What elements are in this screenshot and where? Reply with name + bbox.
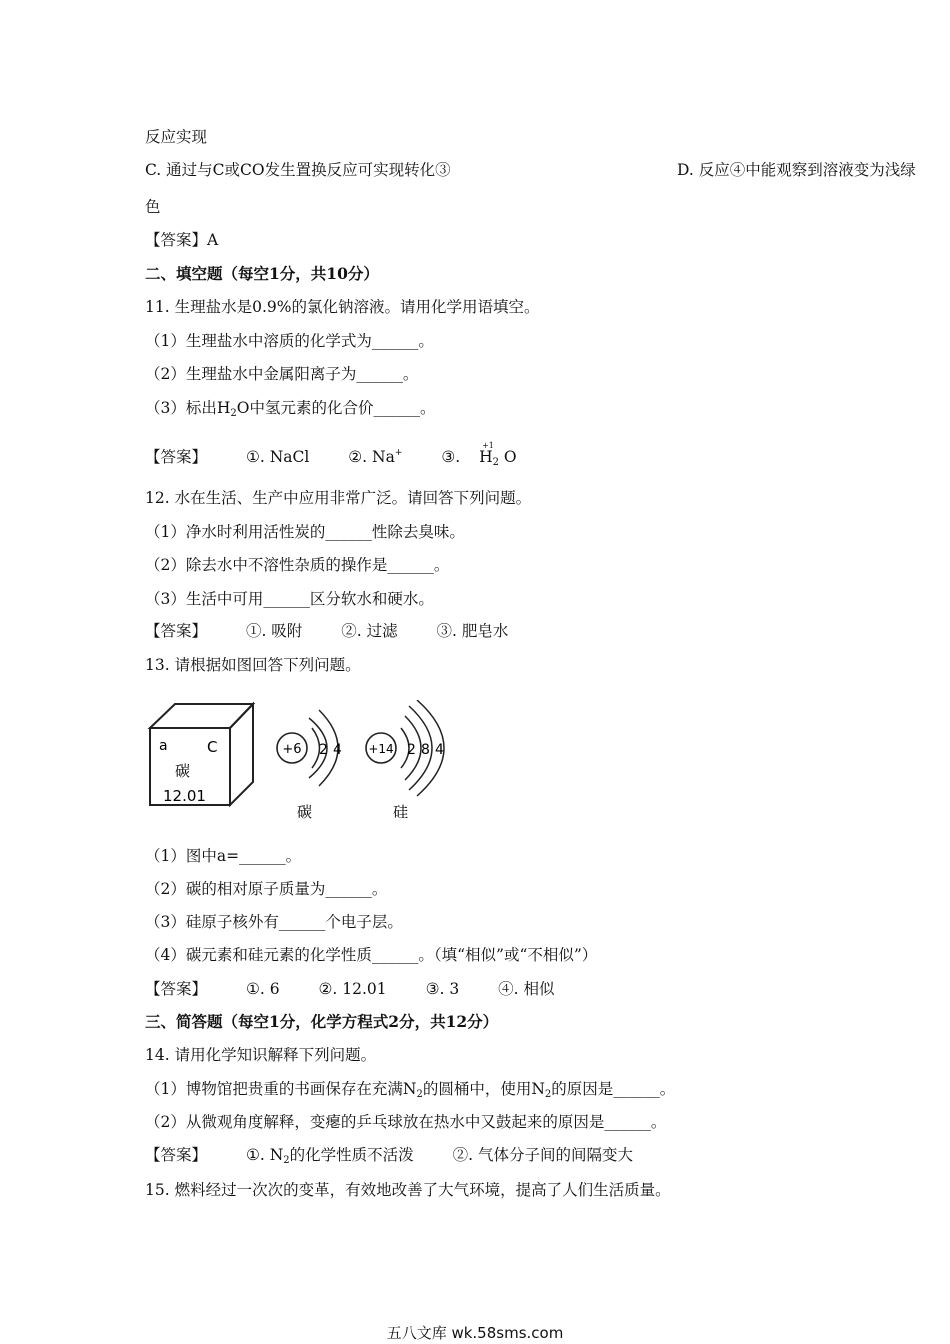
subscript: 2 xyxy=(283,1155,290,1166)
answer-item: ①. NaCl xyxy=(245,448,310,466)
text: ②. Na xyxy=(348,448,395,466)
text: 的原因是______。 xyxy=(551,1080,676,1098)
answer-item: ②. 过滤 xyxy=(341,622,398,640)
question-14-2: （2）从微观角度解释，变瘪的乒乓球放在热水中又鼓起来的原因是______。 xyxy=(145,1113,667,1131)
answer-item: ①. 6 xyxy=(245,980,280,998)
line-text: 反应实现 xyxy=(145,128,208,146)
text: 的化学性质不活泼 xyxy=(289,1146,414,1164)
carbon-nucleus-charge: +6 xyxy=(282,742,302,757)
question-11-3 xyxy=(145,398,435,424)
answer-item: ②. 气体分子间的间隔变大 xyxy=(452,1146,633,1164)
line-text: 色 xyxy=(145,198,161,216)
cube-symbol: C xyxy=(207,738,218,756)
subscript: 2 xyxy=(492,457,499,468)
silicon-shell-3: 4 xyxy=(435,742,444,758)
option-d: D. 反应④中能观察到溶液变为浅绿 xyxy=(677,161,916,179)
answer-12 xyxy=(145,621,508,641)
question-13: 13. 请根据如图回答下列问题。 xyxy=(145,656,361,674)
question-13-4: （4）碳元素和硅元素的化学性质______。（填“相似”或“不相似”） xyxy=(145,946,598,964)
silicon-nucleus-charge: +14 xyxy=(368,742,394,756)
silicon-shell-2: 8 xyxy=(421,742,430,758)
h2o-valence xyxy=(479,441,517,473)
answer-item: ②. 12.01 xyxy=(318,980,387,998)
section-title: 三、简答题（每空1分，化学方程式2分，共12分） xyxy=(145,1012,499,1031)
question-11: 11. 生理盐水是0.9%的氯化钠溶液。请用化学用语填空。 xyxy=(145,298,540,316)
answer-label: 【答案】 xyxy=(145,622,208,640)
subscript: 2 xyxy=(544,1089,552,1100)
question-13-2: （2）碳的相对原子质量为______。 xyxy=(145,880,388,898)
cube-name: 碳 xyxy=(175,762,191,780)
silicon-label: 硅 xyxy=(393,803,409,821)
question-15: 15. 燃料经过一次次的变革，有效地改善了大气环境，提高了人们生活质量。 xyxy=(145,1181,671,1199)
question-14-1 xyxy=(145,1079,675,1105)
atom-structure-figure xyxy=(145,700,465,830)
answer-line: 【答案】A xyxy=(145,231,219,249)
answer-item: ①. 吸附 xyxy=(245,622,303,640)
option-c: C. 通过与C或CO发生置换反应可实现转化③ xyxy=(145,161,451,179)
answer-item: ④. 相似 xyxy=(498,980,555,998)
text: ①. N xyxy=(245,1146,284,1164)
footer-watermark: 五八文库 wk.58sms.com xyxy=(386,1324,564,1342)
question-12-1: （1）净水时利用活性炭的______性除去臭味。 xyxy=(145,523,465,541)
text: O xyxy=(503,448,517,466)
answer-13 xyxy=(145,979,555,999)
text: H xyxy=(479,448,493,466)
cube-side xyxy=(230,704,253,805)
superscript: + xyxy=(394,448,403,458)
text: O中氢元素的化合价______。 xyxy=(236,399,436,417)
answer-item: ③. xyxy=(441,448,461,466)
question-12-3: （3）生活中可用______区分软水和硬水。 xyxy=(145,590,434,608)
answer-item: ③. 3 xyxy=(425,980,460,998)
section-title: 二、填空题（每空1分，共10分） xyxy=(145,264,379,283)
answer-item xyxy=(348,448,402,466)
cube-top xyxy=(150,704,253,728)
valence: +1 xyxy=(482,441,494,450)
cube-atomic-number: a xyxy=(159,738,168,754)
silicon-shell-1: 2 xyxy=(407,742,416,758)
answer-label: 【答案】 xyxy=(145,448,208,466)
answer-item xyxy=(246,1146,414,1164)
question-11-1: （1）生理盐水中溶质的化学式为______。 xyxy=(145,332,434,350)
question-13-1: （1）图中a=______。 xyxy=(145,847,302,865)
question-12: 12. 水在生活、生产中应用非常广泛。请回答下列问题。 xyxy=(145,489,532,507)
question-11-2: （2）生理盐水中金属阳离子为______。 xyxy=(145,365,419,383)
text: （3）标出H xyxy=(145,399,231,417)
answer-14 xyxy=(145,1145,633,1171)
carbon-shell-2: 4 xyxy=(333,742,342,758)
text: （1）博物馆把贵重的书画保存在充满N xyxy=(145,1080,417,1098)
answer-item: ③. 肥皂水 xyxy=(436,622,509,640)
question-14: 14. 请用化学知识解释下列问题。 xyxy=(145,1046,377,1064)
text: 的圆桶中，使用N xyxy=(422,1080,545,1098)
carbon-label: 碳 xyxy=(297,803,313,821)
answer-11 xyxy=(145,443,517,473)
carbon-shell-1: 2 xyxy=(319,742,328,758)
question-13-3: （3）硅原子核外有______个电子层。 xyxy=(145,913,403,931)
question-12-2: （2）除去水中不溶性杂质的操作是______。 xyxy=(145,556,450,574)
answer-label: 【答案】 xyxy=(145,1146,208,1164)
option-line xyxy=(145,160,916,180)
answer-label: 【答案】 xyxy=(145,980,208,998)
cube-mass: 12.01 xyxy=(163,787,206,805)
subscript: 2 xyxy=(230,408,237,419)
subscript: 2 xyxy=(416,1089,423,1100)
